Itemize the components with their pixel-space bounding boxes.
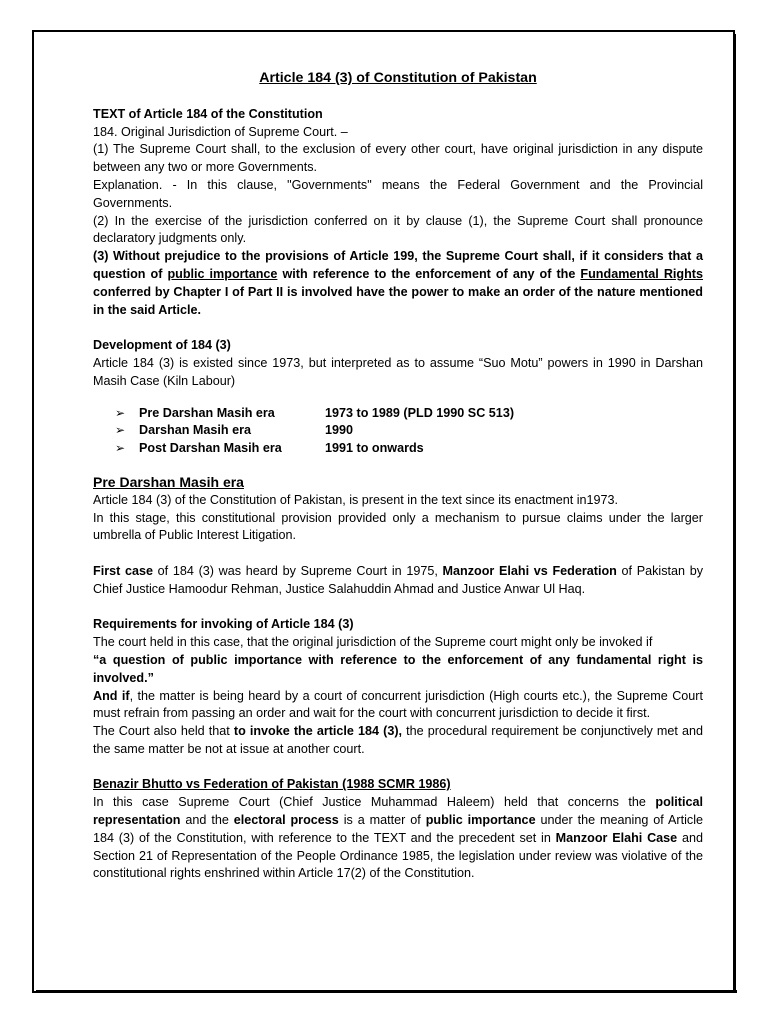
arrow-bullet-icon: ➢ bbox=[115, 405, 126, 420]
page-border-shadow-right bbox=[733, 34, 736, 993]
arrow-bullet-icon: ➢ bbox=[115, 423, 126, 438]
pre-era-paragraph-1: Article 184 (3) of the Constitution of Pakistan, is present in the text since its enactment in1973. bbox=[93, 492, 619, 507]
development-text: Article 184 (3) is existed since 1973, but interpreted as to assume “Suo Motu” powers in 1990 in Darshan Masih Case (Kiln Labour) bbox=[93, 355, 703, 388]
benazir-text-4: under the meaning of Article 184 (3) of the Constitution, with reference to the TEXT and the precedent set in bbox=[93, 813, 703, 845]
clause-3 bbox=[93, 248, 703, 319]
court-also-bold: to invoke the article 184 (3), bbox=[233, 724, 403, 739]
court-also-paragraph bbox=[93, 723, 703, 759]
explanation: Explanation. - In this clause, "Governments" means the Federal Government and the Provincial Governments. bbox=[93, 177, 703, 210]
clause-3-text-3: conferred by Chapter I of Part II is involved have the power to make an order of the nature mentioned in the said Article. bbox=[93, 284, 703, 317]
list-item bbox=[115, 422, 703, 440]
benazir-text-1: In this case Supreme Court (Chief Justice Muhammad Haleem) held that concerns the bbox=[93, 795, 656, 810]
pre-era-paragraph-2: In this stage, this constitutional provision provided only a mechanism to pursue claims under the larger umbrella of Public Interest Litigation. bbox=[93, 510, 703, 543]
list-item bbox=[115, 405, 703, 423]
document-body bbox=[93, 70, 703, 883]
and-if-paragraph bbox=[93, 688, 703, 724]
clause-3-text-1: (3) Without prejudice to the provisions of Article 199, the Supreme Court shall, if it considers that a question of bbox=[93, 249, 703, 281]
requirements-heading: Requirements for invoking of Article 184 (3) bbox=[93, 617, 354, 632]
benazir-text-2: and the bbox=[180, 813, 234, 828]
first-case-lead: First case bbox=[93, 563, 153, 578]
list-item bbox=[115, 440, 703, 458]
benazir-bold-1: political representation bbox=[93, 795, 703, 828]
first-case-rest: of Pakistan by Chief Justice Hamoodur Rehman, Justice Salahuddin Ahmad and Justice Anwar Ul Haq. bbox=[93, 563, 704, 596]
section-184: 184. Original Jurisdiction of Supreme Court. – bbox=[93, 124, 348, 139]
text-heading: TEXT of Article 184 of the Constitution bbox=[93, 106, 323, 121]
benazir-text-3: is a matter of bbox=[338, 813, 426, 828]
and-if-lead: And if bbox=[93, 688, 130, 703]
and-if-text: , the matter is being heard by a court of concurrent jurisdiction (High courts etc.), the Supreme Court must refrain from passing an order and wait for the court with concurrent jurisdiction to decide it first. bbox=[93, 688, 703, 721]
era-period: 1973 to 1989 (PLD 1990 SC 513) bbox=[325, 405, 515, 420]
first-case-paragraph bbox=[93, 563, 703, 599]
requirements-paragraph: The court held in this case, that the original jurisdiction of the Supreme court might only be invoked if bbox=[93, 635, 653, 650]
requirements-quote: “a question of public importance with reference to the enforcement of any fundamental right is involved.” bbox=[93, 652, 703, 685]
public-importance-term: public importance bbox=[167, 266, 278, 281]
era-name: Pre Darshan Masih era bbox=[139, 405, 275, 420]
benazir-bold-3: public importance bbox=[425, 813, 536, 828]
clause-3-text-2: with reference to the enforcement of any of the bbox=[277, 266, 581, 281]
first-case-name: Manzoor Elahi vs Federation bbox=[442, 563, 617, 578]
arrow-bullet-icon: ➢ bbox=[115, 441, 126, 456]
clause-2: (2) In the exercise of the jurisdiction conferred on it by clause (1), the Supreme Court shall pronounce declaratory judgments only. bbox=[93, 213, 703, 246]
clause-1: (1) The Supreme Court shall, to the exclusion of every other court, have original jurisdiction in any dispute between any two or more Governments. bbox=[93, 142, 703, 175]
benazir-bold-4: Manzoor Elahi Case bbox=[555, 830, 678, 845]
era-period: 1990 bbox=[325, 423, 354, 438]
benazir-bold-2: electoral process bbox=[233, 813, 339, 828]
fundamental-rights-term: Fundamental Rights bbox=[580, 266, 704, 281]
court-also-text-2: the procedural requirement be conjunctively met and the same matter be not at issue at another court. bbox=[93, 724, 703, 756]
court-also-text-1: The Court also held that bbox=[93, 724, 234, 739]
first-case-text: of 184 (3) was heard by Supreme Court in 1975, bbox=[153, 563, 443, 578]
era-name: Darshan Masih era bbox=[139, 423, 251, 438]
benazir-paragraph bbox=[93, 794, 703, 883]
benazir-text-5: and Section 21 of Representation of the People Ordinance 1985, the legislation under review was violative of the constitutional rights enshrined within Article 17(2) of the Constitution. bbox=[93, 830, 703, 881]
page-title: Article 184 (3) of Constitution of Pakistan bbox=[259, 70, 537, 86]
development-heading: Development of 184 (3) bbox=[93, 338, 231, 353]
benazir-heading: Benazir Bhutto vs Federation of Pakistan (1988 SCMR 1986) bbox=[93, 777, 451, 792]
pre-era-heading: Pre Darshan Masih era bbox=[93, 473, 244, 490]
era-list bbox=[115, 405, 703, 458]
era-name: Post Darshan Masih era bbox=[139, 441, 282, 456]
era-period: 1991 to onwards bbox=[325, 441, 424, 456]
page-border-shadow-bottom bbox=[36, 990, 737, 993]
